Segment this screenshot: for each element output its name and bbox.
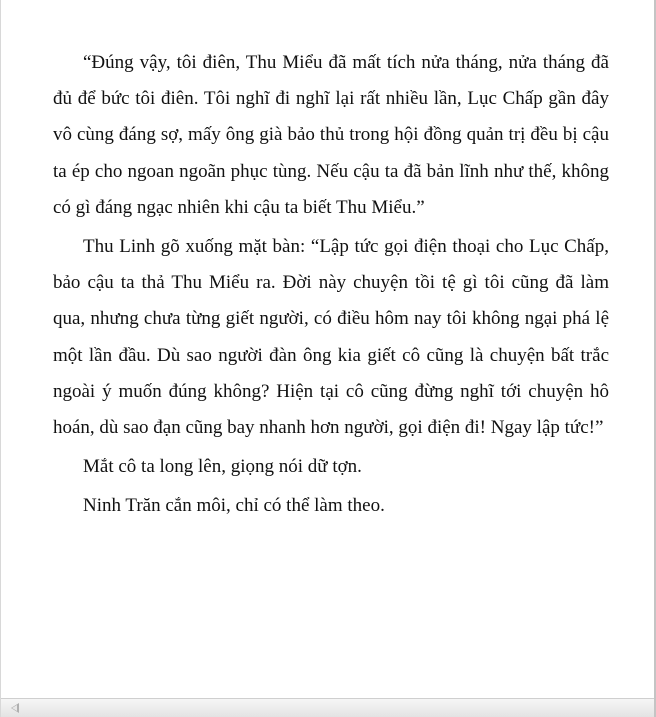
paragraph-3: Mắt cô ta long lên, giọng nói dữ tợn. (83, 456, 362, 478)
document-body (53, 45, 609, 528)
viewer-status-bar (1, 698, 654, 717)
paragraph-4: Ninh Trăn cắn môi, chỉ có thể làm theo. (83, 495, 385, 517)
previous-page-arrow-icon[interactable] (11, 703, 19, 713)
paragraph-1: “Đúng vậy, tôi điên, Thu Miểu đã mất tích nửa tháng, nửa tháng đã đủ để bức tôi điên. Tôi nghĩ đi nghĩ lại rất nhiều lần, Lục Chấp gần đây vô cùng đáng sợ, mấy ông già bảo thủ trong hội đồng quản trị đều bị cậu ta ép cho ngoan ngoãn phục tùng. Nếu cậu ta đã bản lĩnh như thế, không có gì đáng ngạc nhiên khi cậu ta biết Thu Miểu.” (53, 52, 609, 218)
paragraph-2: Thu Linh gõ xuống mặt bàn: “Lập tức gọi điện thoại cho Lục Chấp, bảo cậu ta thả Thu Miểu ra. Đời này chuyện tồi tệ gì tôi cũng đã làm qua, nhưng chưa từng giết người, có điều hôm nay tôi không ngại phá lệ một lần đầu. Dù sao người đàn ông kia giết cô cũng là chuyện bất trắc ngoài ý muốn đúng không? Hiện tại cô cũng đừng nghĩ tới chuyện hô hoán, dù sao đạn cũng bay nhanh hơn người, gọi điện đi! Ngay lập tức!” (53, 236, 609, 439)
